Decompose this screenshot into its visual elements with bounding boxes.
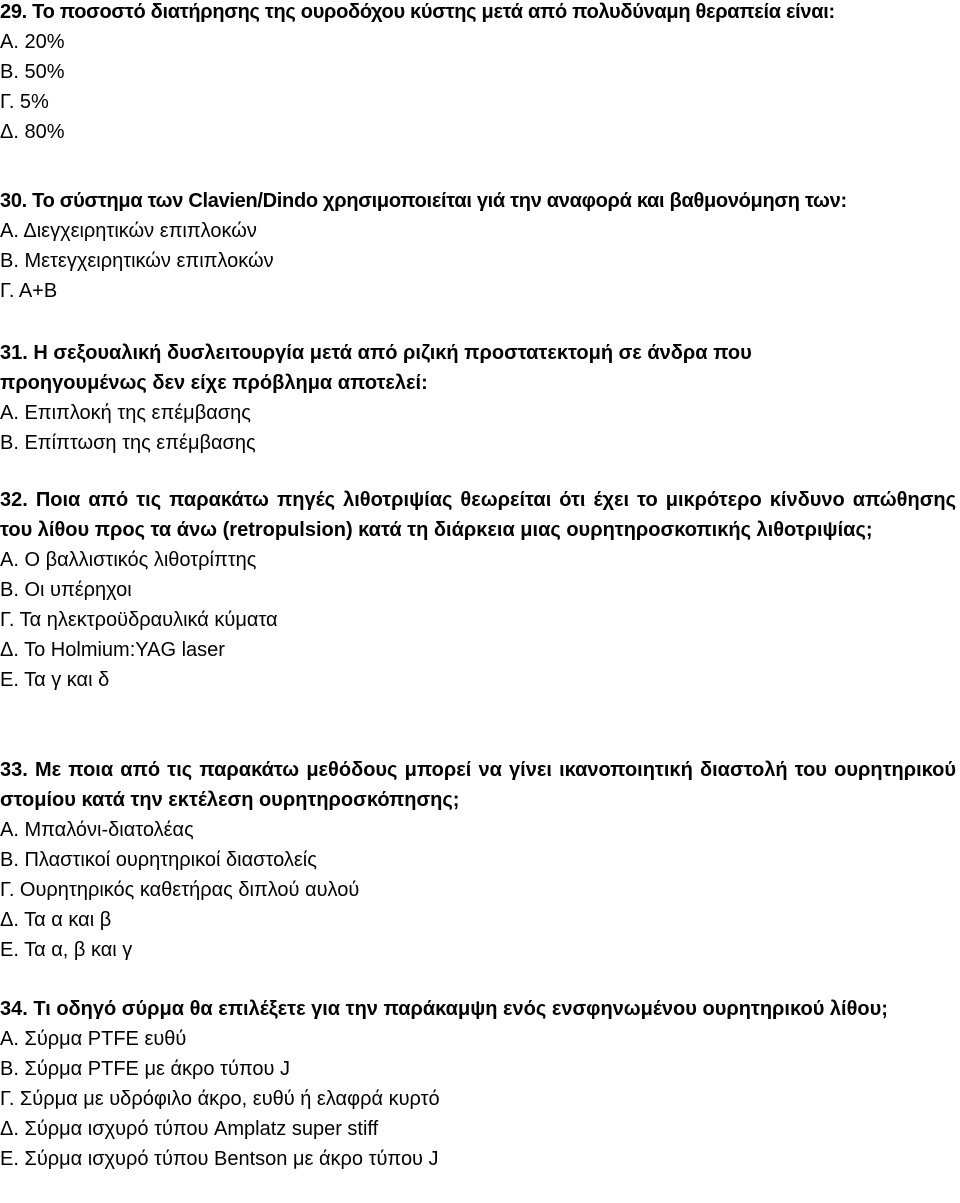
option-b: Β. 50% <box>0 61 65 83</box>
option-c: Γ. Σύρμα με υδρόφιλο άκρο, ευθύ ή ελαφρά κυρτό <box>0 1088 440 1110</box>
question-29 <box>0 0 956 147</box>
question-stem: 32. Ποια από τις παρακάτω πηγές λιθοτριψίας θεωρείται ότι έχει το μικρότερο κίνδυνο απώθησης του λίθου προς τα άνω (retropulsion) κατά τη διάρκεια μιας ουρητηροσκοπικής λιθοτριψίας; <box>0 489 956 541</box>
question-34 <box>0 994 956 1174</box>
option-d: Δ. Το Holmium:YAG laser <box>0 639 225 661</box>
option-a: Α. Επιπλοκή της επέμβασης <box>0 402 251 424</box>
option-c: Γ. 5% <box>0 91 49 113</box>
question-stem: 31. Η σεξουαλική δυσλειτουργία μετά από ριζική προστατεκτομή σε άνδρα που προηγουμένως δεν είχε πρόβλημα αποτελεί: <box>0 342 752 394</box>
option-e: Ε. Σύρμα ισχυρό τύπου Bentson με άκρο τύπου J <box>0 1148 439 1170</box>
question-stem: 29. Το ποσοστό διατήρησης της ουροδόχου κύστης μετά από πολυδύναμη θεραπεία είναι: <box>0 1 835 23</box>
question-30 <box>0 186 956 306</box>
option-a: Α. Μπαλόνι-διατολέας <box>0 819 194 841</box>
option-b: Β. Πλαστικοί ουρητηρικοί διαστολείς <box>0 849 317 871</box>
option-b: Β. Επίπτωση της επέμβασης <box>0 432 256 454</box>
option-b: Β. Μετεγχειρητικών επιπλοκών <box>0 250 274 272</box>
option-e: Ε. Τα γ και δ <box>0 669 110 691</box>
question-stem: 30. Το σύστημα των Clavien/Dindo χρησιμοποιείται γιά την αναφορά και βαθμονόμηση των: <box>0 190 847 212</box>
option-c: Γ. Ουρητηρικός καθετήρας διπλού αυλού <box>0 879 360 901</box>
option-a: Α. Ο βαλλιστικός λιθοτρίπτης <box>0 549 257 571</box>
option-a: Α. Σύρμα PTFE ευθύ <box>0 1028 187 1050</box>
option-a: Α. 20% <box>0 31 65 53</box>
option-a: Α. Διεγχειρητικών επιπλοκών <box>0 220 257 242</box>
option-e: Ε. Τα α, β και γ <box>0 939 133 961</box>
question-stem: 33. Με ποια από τις παρακάτω μεθόδους μπορεί να γίνει ικανοποιητική διαστολή του ουρητηρικού στομίου κατά την εκτέλεση ουρητηροσκόπησης; <box>0 759 956 811</box>
option-d: Δ. Σύρμα ισχυρό τύπου Amplatz super stiff <box>0 1118 379 1140</box>
question-31 <box>0 338 956 458</box>
option-c: Γ. Α+Β <box>0 280 58 302</box>
question-stem: 34. Τι οδηγό σύρμα θα επιλέξετε για την παράκαμψη ενός ενσφηνωμένου ουρητηρικού λίθου; <box>0 998 888 1020</box>
option-d: Δ. 80% <box>0 121 65 143</box>
option-b: Β. Σύρμα PTFE με άκρο τύπου J <box>0 1058 291 1080</box>
option-b: Β. Οι υπέρηχοι <box>0 579 132 601</box>
question-32 <box>0 485 956 695</box>
question-33 <box>0 755 956 965</box>
option-c: Γ. Τα ηλεκτροϋδραυλικά κύματα <box>0 609 278 631</box>
option-d: Δ. Τα α και β <box>0 909 112 931</box>
